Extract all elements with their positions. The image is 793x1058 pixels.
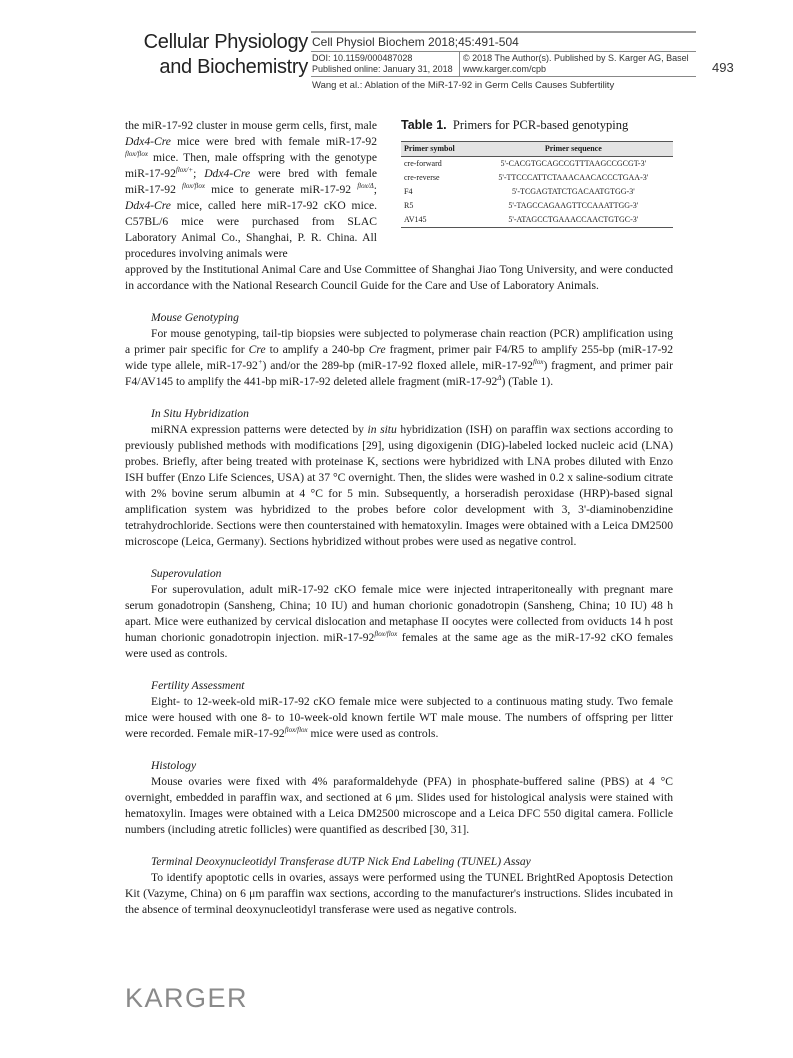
table-row: cre-forward 5'-CACGTGCAGCCGTTTAAGCCGCGT-3': [404, 159, 647, 168]
column-header-symbol: Primer symbol: [404, 144, 455, 153]
section-text: Mouse ovaries were fixed with 4% paraformaldehyde (PFA) in phosphate-buffered saline (PBS) at 4 °C overnight, embedded in paraffin wax, and sectioned at 6 μm. Slides used for histological analysis were stained with hematoxylin. Images were obtained with a Leica DM2500 microscope and a Leica DFC 550 digital camera. Follicle numbers (including atretic follicles) were quantified as described [30, 31].: [125, 775, 673, 836]
section-mouse-genotyping: [125, 310, 673, 390]
published-date: Published online: January 31, 2018: [312, 64, 453, 74]
table-row: F4 5'-TCGAGTATCTGACAATGTGG-3': [404, 187, 635, 196]
section-title: Superovulation: [151, 567, 222, 580]
citation: Cell Physiol Biochem 2018;45:491-504: [312, 35, 519, 49]
article-body: [125, 118, 673, 918]
page-number: 493: [712, 60, 734, 75]
karger-logo: KARGER: [125, 983, 249, 1013]
section-title: Histology: [151, 759, 197, 772]
section-fertility-assessment: [125, 678, 673, 742]
header-meta-row: [311, 51, 696, 77]
website-link[interactable]: www.karger.com/cpb: [463, 64, 547, 74]
section-title: Mouse Genotyping: [151, 311, 239, 324]
table-row: cre-reverse 5'-TTCCCATTCTAAACAACACCCTGAA-3': [404, 173, 649, 182]
section-histology: [125, 758, 673, 838]
copyright: © 2018 The Author(s). Published by S. Karger AG, Basel: [463, 53, 689, 63]
section-text: For mouse genotyping, tail-tip biopsies were subjected to polymerase chain reaction (PCR) amplification using a primer pair specific for Cre to amplify a 240-bp Cre fragment, primer pair F4/R5 to amplify 255-bp (miR-17-92 wide type allele, miR-17-92+) and/or the 289-bp (miR-17-92 floxed allele, miR-$17-92^{flox}$) fragment, and primer pair F4/AV145 to amplify the 441-bp miR-17-92 deleted allele fragment $(miR-17-92^\Delta)$ (Table 1).: [125, 327, 674, 388]
table-header-row: [401, 142, 673, 157]
doi: DOI: 10.1159/000487028: [312, 53, 413, 63]
header-block: [311, 31, 696, 94]
intro-continuation: approved by the Institutional Animal Care and Use Committee of Shanghai Jiao Tong University, and were conducted in accordance with the National Research Council Guide for the Care and Use of Laboratory Animals.: [125, 263, 673, 292]
section-title: Terminal Deoxynucleotidyl Transferase dUTP Nick End Labeling (TUNEL) Assay: [151, 855, 531, 868]
section-title: Fertility Assessment: [151, 679, 245, 692]
section-in-situ-hybridization: [125, 406, 673, 550]
column-header-sequence: Primer sequence: [544, 144, 602, 153]
section-text: For superovulation, adult miR-17-92 cKO female mice were injected intraperitoneally with pregnant mare serum gonadotropin (Sansheng, China; 10 IU) and human chorionic gonadotropin (Sansheng, China; 10 IU) 48 h apart. Mice were euthanized by cervical dislocation and metaphase II oocytes were collected from oviducts 14 h post human chorionic gonadotropin injection. miR-$17-92^{flox/flox}$ females at the same age as the miR-17-92 cKO females were used as controls.: [125, 583, 673, 660]
intro-two-column: [125, 118, 673, 262]
table-row: R5 5'-TAGCCAGAAGTTCCAAATTGG-3': [404, 201, 639, 210]
journal-title: [118, 30, 308, 80]
running-title: Wang et al.: Ablation of the MiR-17-92 in Germ Cells Causes Subfertility: [312, 80, 615, 91]
journal-title-line2: and Biochemistry: [159, 56, 308, 78]
primer-table: [401, 141, 673, 228]
table-caption: Table 1. Primers for PCR-based genotyping: [401, 118, 629, 132]
journal-title-line1: Cellular Physiology: [143, 31, 308, 53]
intro-left-column: the miR-17-92 cluster in mouse germ cells, first, male Ddx4-Cre mice were bred with female miR-17-92 $^{flox/flox}$ mice. Then, male offspring with the genotype miR-$17-92^{flox/+}$; Ddx4-Cre were bred with female miR-17-92 $^{flox/flox}$ mice to generate miR-17-92 $^{flox/\Delta}$; Ddx4-Cre mice, called here miR-17-92 cKO mice. C57BL/6 mice were purchased from SLAC Laboratory Animal Co., Shanghai, P. R. China. All procedures involving animals were: [125, 119, 377, 260]
section-title: In Situ Hybridization: [151, 407, 249, 420]
section-text: miRNA expression patterns were detected by in situ hybridization (ISH) on paraffin wax sections according to previously published methods with modifications [29], using digoxigenin (DIG)-labeled locked nucleic acid (LNA) probes. Briefly, after being treated with proteinase K, sections were hybridized with LNA probes diluted with Enzo ISH buffer (Enzo Life Sciences, USA) at 37 °C overnight. Then, the slides were washed in 0.2 x saline-sodium citrate with 2% bovine serum albumin at 4 °C for 5 min. Subsequently, a horseradish peroxidase (HRP)-based signal amplification system was hybridized to the probes before color development with 3, 3'-diaminobenzidine tetrahydrochloride. Sections were then counterstained with hematoxylin. Images were obtained with a Leica DM2500 microscope (Leica, Germany). Sections hybridized without probes were used as negative control.: [125, 423, 674, 548]
section-superovulation: [125, 566, 673, 662]
section-text: To identify apoptotic cells in ovaries, assays were performed using the TUNEL BrightRed Apoptosis Detection Kit (Vazyme, China) on 6 μm paraffin wax sections, according to the manufacturer's instructions. Slides incubated in the absence of terminal deoxynucleotidyl transferase were used as negative controls.: [125, 871, 673, 916]
section-tunel-assay: [125, 854, 673, 918]
section-text: Eight- to 12-week-old miR-17-92 cKO female mice were subjected to a continuous mating study. Two female mice were housed with one 8- to 10-week-old known fertile WT male mouse. The numbers of offspring per litter were recorded. Female miR-$17-92^{flox/flox}$ mice were used as controls.: [125, 695, 673, 740]
table-1: [401, 117, 673, 262]
table-row: AV145 5'-ATAGCCTGAAACCAACTGTGC-3': [401, 213, 673, 228]
